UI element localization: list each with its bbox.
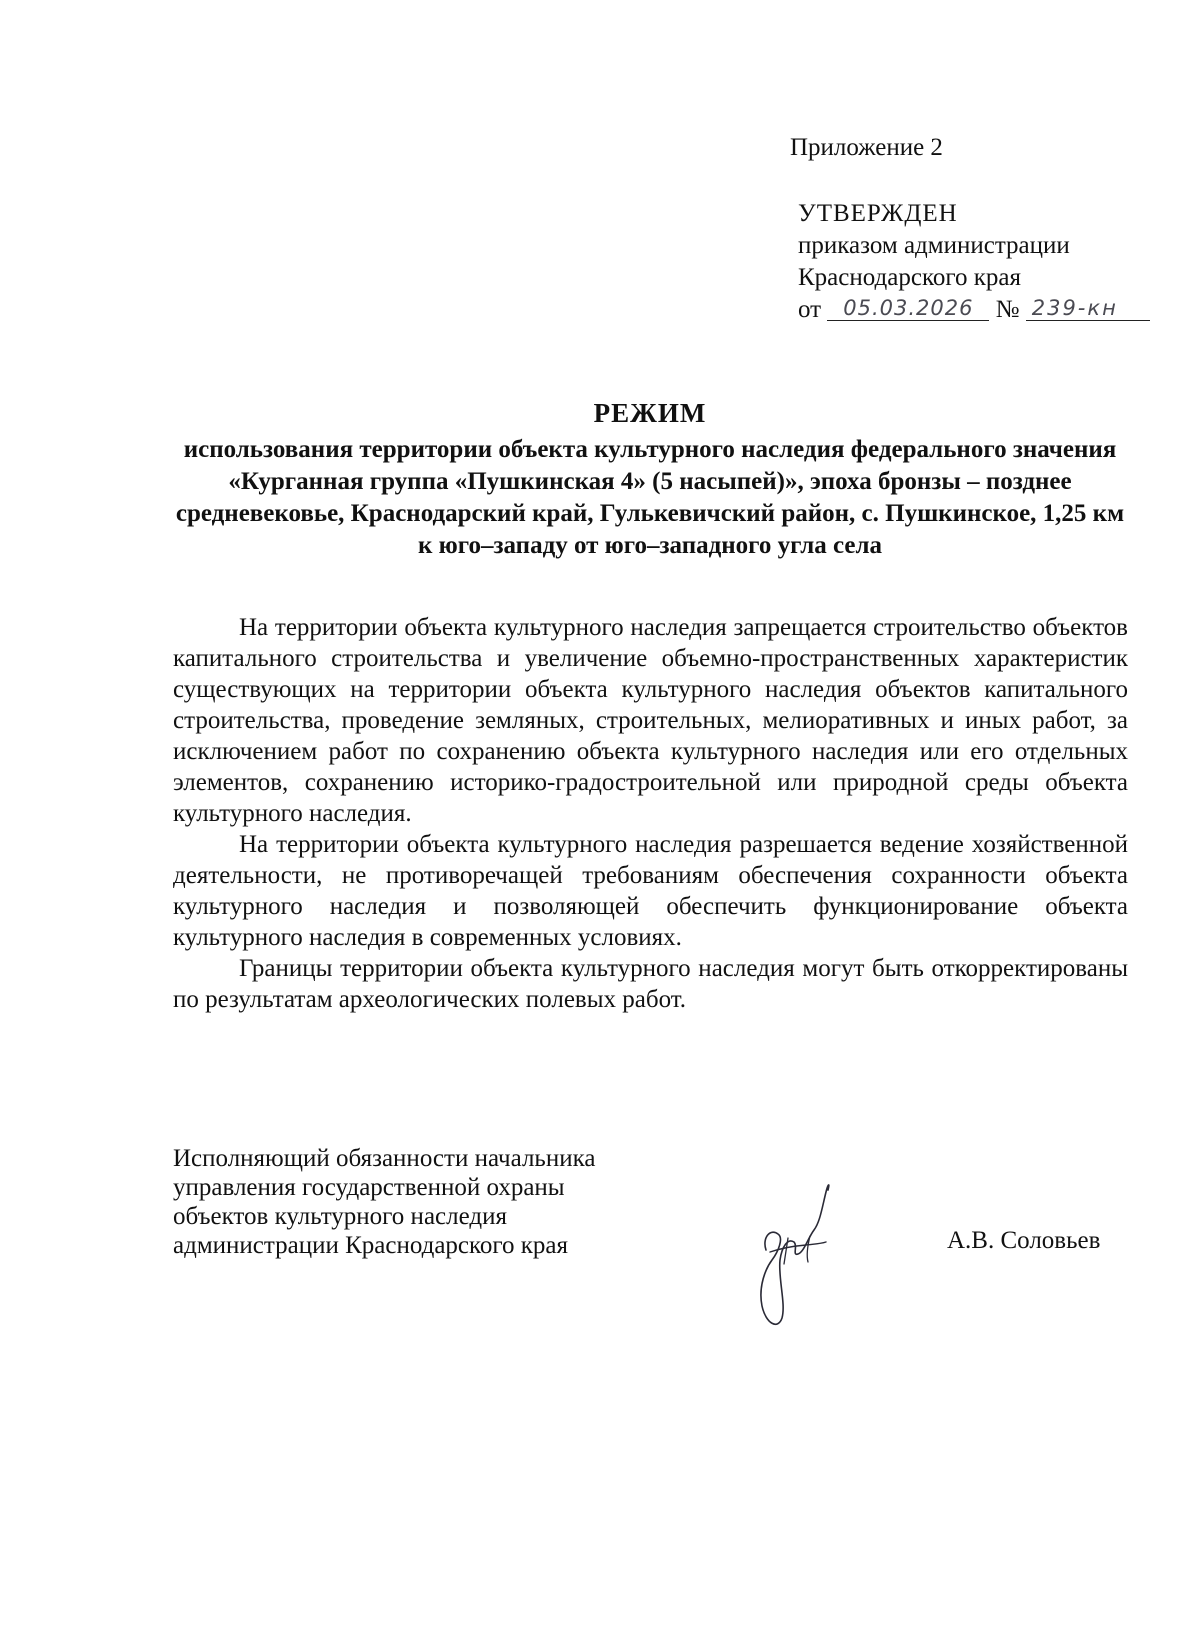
order-number-prefix: № <box>995 296 1020 323</box>
approval-block <box>798 198 1150 326</box>
body-paragraph: На территории объекта культурного наследия запрещается строительство объектов капитального строительства и увеличение объемно-пространственных характеристик существующих на территории объекта культурного наследия объектов капитального строительства, проведение земляных, строительных, мелиоративных и иных работ, за исключением работ по сохранению объекта культурного наследия или его отдельных элементов, сохранению историко-градостроительной или природной среды объекта культурного наследия. <box>173 614 1128 827</box>
handwritten-signature <box>748 1168 848 1333</box>
body-paragraph: Границы территории объекта культурного наследия могут быть откорректированы по результатам археологических полевых работ. <box>173 955 1128 1013</box>
order-date: 05.03.2026 <box>827 296 989 321</box>
signatory-position-line-3: объектов культурного наследия <box>173 1203 507 1230</box>
signatory-position-line-2: управления государственной охраны <box>173 1174 565 1201</box>
approved-by-line-1: приказом администрации <box>798 232 1070 259</box>
signatory-position <box>173 1144 595 1260</box>
signatory-name: А.В. Соловьев <box>947 1227 1101 1254</box>
signatory-position-line-4: администрации Краснодарского края <box>173 1232 569 1259</box>
body-paragraph: На территории объекта культурного наследия разрешается ведение хозяйственной деятельности, не противоречащей требованиям обеспечения сохранности объекта культурного наследия и позволяющей обеспечить функционирование объекта культурного наследия в современных условиях. <box>173 831 1128 951</box>
signatory-position-line-1: Исполняющий обязанности начальника <box>173 1145 596 1172</box>
document-title-block <box>170 396 1130 562</box>
order-number: 239-кн <box>1026 296 1150 321</box>
approved-by-line-2: Краснодарского края <box>798 264 1021 291</box>
approved-label: УТВЕРЖДЕН <box>798 200 958 227</box>
document-subtitle: использования территории объекта культурного наследия федерального значения «Курганная группа «Пушкинская 4» (5 насыпей)», эпоха бронзы – позднее средневековье, Краснодарский край, Гулькевичский район, с. Пушкинское, 1,25 км к юго–западу от юго–западного угла села <box>175 436 1125 559</box>
order-line <box>798 294 1150 326</box>
order-from-prefix: от <box>798 296 822 323</box>
document-body <box>173 612 1128 1015</box>
appendix-label: Приложение 2 <box>790 134 943 161</box>
document-title: РЕЖИМ <box>593 398 707 428</box>
